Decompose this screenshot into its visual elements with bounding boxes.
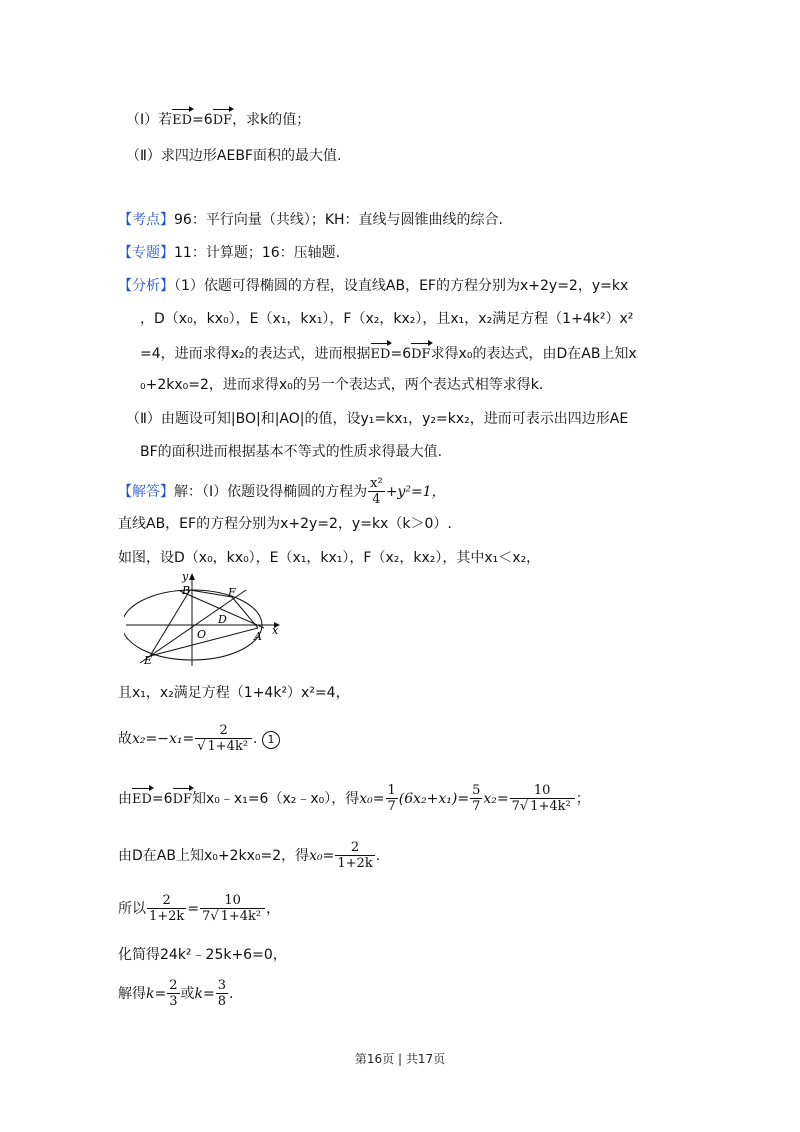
page-footer: 第16页 | 共17页: [354, 1052, 446, 1066]
fenxi-line-3: =4，进而求得x₂的表达式，进而根据ED=6DF求得x₀的表达式，由D在AB上知x: [140, 342, 637, 365]
kaodian-tag: 【考点】: [118, 212, 174, 228]
vector-DF: DF: [213, 108, 232, 131]
fraction: $\frac{2}{1+2k}$: [337, 840, 373, 871]
vector-ED: ED: [172, 108, 192, 131]
vector-ED: ED: [371, 342, 391, 365]
jieda-line-4: 且x₁，x₂满足方程（1+4k²）x²=4，: [118, 685, 350, 701]
vector-DF: DF: [411, 342, 430, 365]
zhuanti-line: 【专题】11：计算题；16：压轴题.: [118, 245, 341, 261]
jieda-line-8: 所以 $\frac{2}{1+2k}$ = $\frac{10}{\text{7√ 1+4k²}}$ ，: [118, 893, 281, 924]
jieda-line-2: 直线AB，EF的方程分别为x+2y=2，y=kx（k＞0）.: [118, 516, 452, 532]
jieda-line-6: 由ED=6DF知x₀﹣x₁=6（x₂﹣x₀），得x₀= $\frac{1}{7}$ (6x₂+x₁)= $\frac{5}{7}$ x₂= $\frac{10}{\text{7√ 1+4k²}}$ ；: [118, 783, 590, 814]
circled-number: 1: [262, 731, 280, 749]
label-D: D: [218, 613, 227, 626]
jieda-line-10: 解得k= $\frac{2}{3}$ 或k= $\frac{3}{8}$ .: [118, 978, 234, 1009]
fraction: $\frac{1}{7}$: [387, 783, 396, 814]
jieda-line-5: 故x₂=−x₁= $\frac{2}{\text{√ 1+4k²}}$ . 1: [118, 723, 280, 755]
fraction: $\frac{10}{\text{7√ 1+4k²}}$: [510, 783, 575, 815]
segment-BE: [150, 590, 190, 656]
label-O: O: [197, 628, 207, 641]
fraction: $\frac{\text{x²}}{4}$: [370, 476, 383, 507]
kaodian-line: 【考点】96：平行向量（共线）；KH：直线与圆锥曲线的综合.: [118, 212, 503, 228]
jieda-tag: 【解答】: [118, 484, 174, 500]
jieda-line-1: 【解答】解：（Ⅰ）依题设得椭圆的方程为 $\frac{\text{x²}}{4}$ +y²=1，: [118, 476, 446, 507]
fenxi-line-4: ₀+2kx₀=2，进而求得x₀的另一个表达式，两个表达式相等求得k.: [140, 377, 544, 393]
fraction: $\frac{10}{\text{7√ 1+4k²}}$: [200, 893, 265, 925]
jieda-line-7: 由D在AB上知x₀+2kx₀=2，得x₀= $\frac{2}{1+2k}$ .: [118, 840, 381, 871]
fraction: $\frac{5}{7}$: [472, 783, 481, 814]
y-axis-arrow: [189, 573, 195, 580]
ellipse-figure: [124, 566, 284, 668]
fenxi-line-5: （Ⅱ）由题设可知|BO|和|AO|的值，设y₁=kx₁，y₂=kx₂，进而可表示出四边形AE: [126, 411, 629, 427]
fenxi-line-1: 【分析】（1）依题可得椭圆的方程，设直线AB，EF的方程分别为x+2y=2，y=kx: [118, 278, 629, 294]
fraction: $\frac{2}{\text{√ 1+4k²}}$: [195, 723, 252, 755]
jieda-line-3: 如图，设D（x₀，kx₀），E（x₁，kx₁），F（x₂，kx₂），其中x₁＜x₂，: [118, 550, 541, 566]
fraction: $\frac{2}{1+2k}$: [149, 893, 185, 924]
line-EF: [140, 590, 246, 663]
fraction: $\frac{3}{8}$: [217, 978, 226, 1009]
question-1: （Ⅰ）若ED=6DF，求k的值；: [126, 108, 310, 131]
fenxi-line-6: BF的面积进而根据基本不等式的性质求得最大值.: [140, 444, 443, 460]
label-F: F: [228, 586, 236, 599]
label-A: A: [254, 630, 262, 643]
fenxi-line-2: ，D（x₀，kx₀），E（x₁，kx₁），F（x₂，kx₂），且x₁，x₂满足方程（1+4k²）x²: [140, 311, 634, 327]
label-B: B: [182, 584, 191, 597]
fraction: $\frac{2}{3}$: [169, 978, 178, 1009]
question-2: （Ⅱ）求四边形AEBF面积的最大值.: [126, 148, 342, 164]
label-y: y: [182, 570, 189, 583]
label-x: x: [272, 624, 279, 637]
fenxi-tag: 【分析】: [118, 278, 174, 294]
label-E: E: [144, 654, 153, 667]
vector-ED: ED: [132, 787, 152, 810]
jieda-line-9: 化简得24k²﹣25k+6=0，: [118, 947, 287, 963]
zhuanti-tag: 【专题】: [118, 245, 174, 261]
vector-DF: DF: [173, 787, 192, 810]
